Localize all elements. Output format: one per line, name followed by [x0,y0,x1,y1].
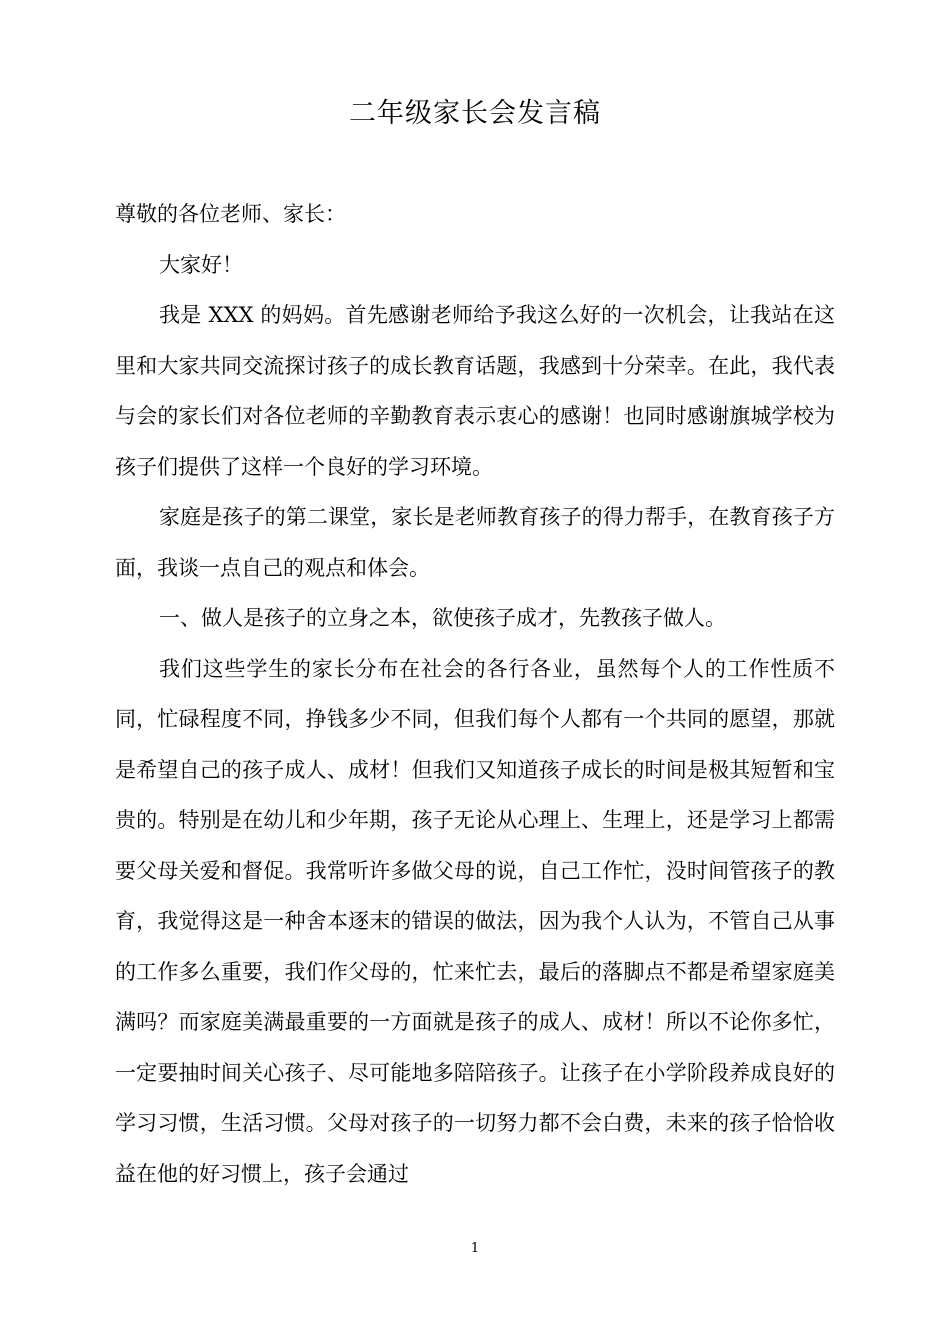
section-heading-1: 一、做人是孩子的立身之本，欲使孩子成才，先教孩子做人。 [159,606,726,630]
paragraph-family-classroom: 家庭是孩子的第二课堂，家长是老师教育孩子的得力帮手，在教育孩子方面，我谈一点自己的观点和体会。 [115,505,835,580]
page-number: 1 [470,1241,480,1256]
salutation: 尊敬的各位老师、家长： [115,202,346,226]
greeting: 大家好！ [159,252,243,277]
paragraph-parents-wish: 我们这些学生的家长分布在社会的各行各业，虽然每个人的工作性质不同，忙碌程度不同，挣钱多少不同，但我们每个人都有一个共同的愿望，那就是希望自己的孩子成人、成材！但我们又知道孩子成长的时间是极其短暂和宝贵的。特别是在幼儿和少年期，孩子无论从心理上、生理上，还是学习上都需要父母关爱和督促。我常听许多做父母的说，自己工作忙，没时间管孩子的教育，我觉得这是一种舍本逐末的错误的做法，因为我个人认为，不管自己从事的工作多么重要，我们作父母的，忙来忙去，最后的落脚点不都是希望家庭美满吗？而家庭美满最重要的一方面就是孩子的成人、成材！所以不论你多忙，一定要抽时间关心孩子、尽可能地多陪陪孩子。让孩子在小学阶段养成良好的学习习惯，生活习惯。父母对孩子的一切努力都不会白费，未来的孩子恰恰收益在他的好习惯上，孩子会通过 [115,656,835,1186]
document-title: 二年级家长会发言稿 [349,98,601,129]
document-body [115,189,835,1199]
paragraph-introduction: 我是 XXX 的妈妈。首先感谢老师给予我这么好的一次机会，让我站在这里和大家共同交流探讨孩子的成长教育话题，我感到十分荣幸。在此，我代表与会的家长们对各位老师的辛勤教育表示衷心的感谢！也同时感谢旗城学校为孩子们提供了这样一个良好的学习环境。 [115,303,835,479]
